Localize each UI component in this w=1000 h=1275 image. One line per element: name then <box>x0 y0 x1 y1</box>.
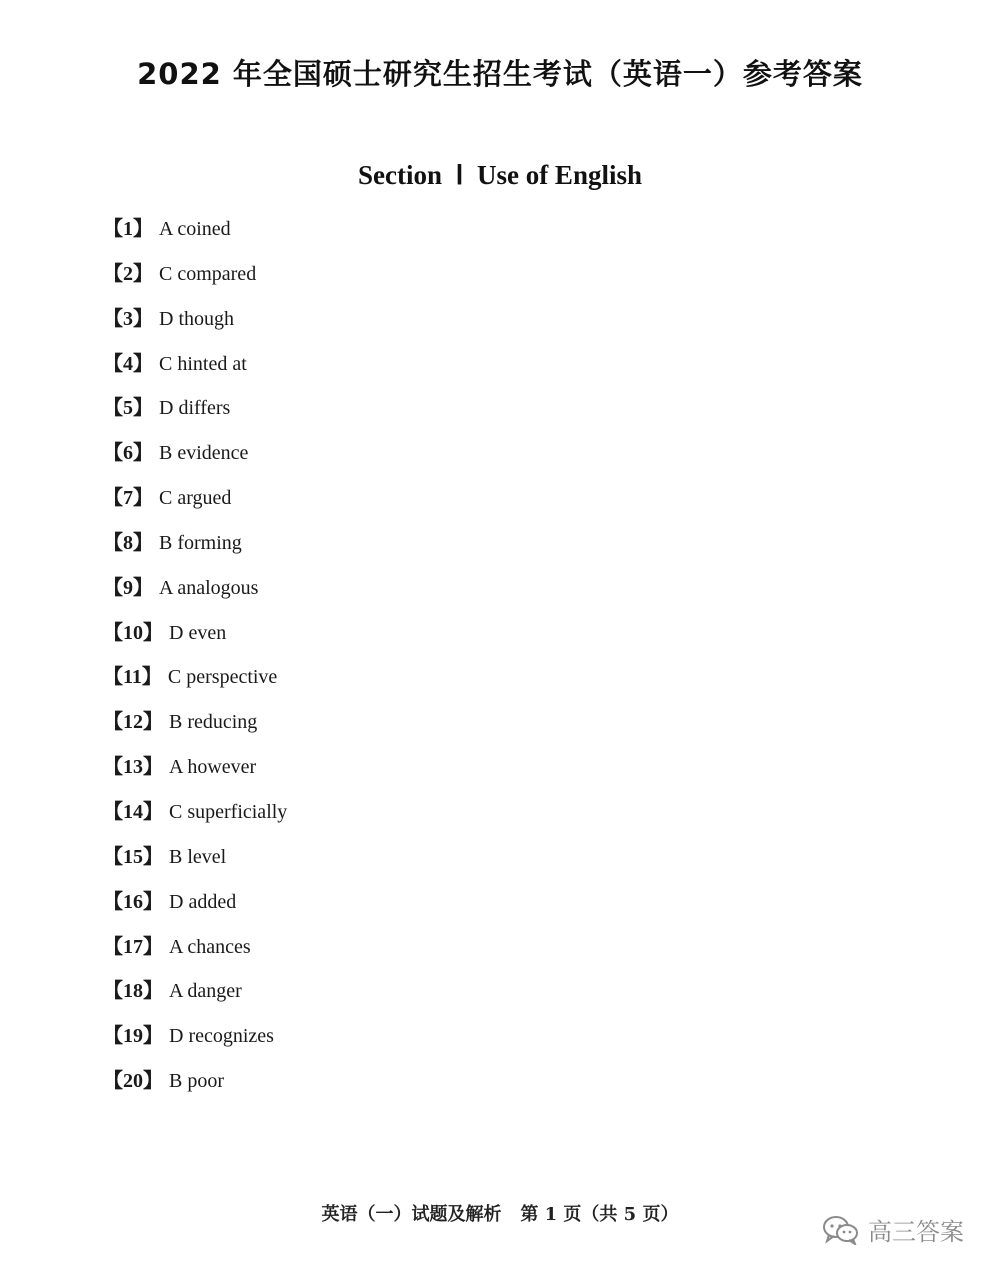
answer-number: 【11】 <box>103 666 162 689</box>
answer-text: C hinted at <box>159 352 247 375</box>
answer-text: B reducing <box>169 711 258 734</box>
answer-number: 【1】 <box>103 218 153 240</box>
answer-text: C perspective <box>167 666 278 689</box>
answer-number: 【13】 <box>103 756 163 779</box>
answer-text: D though <box>159 307 234 330</box>
answer-text: C superficially <box>169 800 288 823</box>
answer-text: A however <box>169 756 257 779</box>
answer-item <box>103 705 287 750</box>
answer-number: 【10】 <box>103 621 163 644</box>
answer-number: 【5】 <box>103 397 153 420</box>
answer-item <box>103 795 287 840</box>
answer-number: 【20】 <box>103 1070 163 1093</box>
wechat-icon <box>822 1215 860 1245</box>
answer-number: 【6】 <box>103 442 153 465</box>
answer-item <box>103 571 287 616</box>
answer-text: B evidence <box>159 442 249 465</box>
answer-item <box>103 974 287 1019</box>
answer-text: C compared <box>159 262 257 285</box>
answer-item <box>103 481 287 526</box>
answer-item <box>103 885 287 930</box>
answer-item <box>103 391 287 436</box>
answer-number: 【12】 <box>103 711 163 734</box>
answer-number: 【17】 <box>103 935 163 958</box>
answer-text: D differs <box>159 397 231 420</box>
answer-item <box>103 750 287 795</box>
answer-number: 【15】 <box>103 845 163 868</box>
answer-item <box>103 660 287 705</box>
answer-text: A analogous <box>159 576 259 599</box>
answer-text: B level <box>169 845 227 868</box>
document-title: 2022 年全国硕士研究生招生考试（英语一）参考答案 <box>137 57 863 91</box>
answer-item <box>103 257 287 302</box>
answer-number: 【8】 <box>103 531 153 554</box>
answer-text: A coined <box>159 218 231 240</box>
answer-item <box>103 526 287 571</box>
answer-item <box>103 436 287 481</box>
answer-item <box>103 840 287 885</box>
answer-text: C argued <box>159 487 232 510</box>
answer-item <box>103 212 287 257</box>
section-heading: Section Ⅰ Use of English <box>358 160 642 190</box>
answer-text: D recognizes <box>169 1025 274 1048</box>
answer-number: 【3】 <box>103 307 153 330</box>
answer-number: 【18】 <box>103 980 163 1003</box>
watermark-text: 高三答案 <box>868 1218 964 1246</box>
answer-number: 【2】 <box>103 262 153 285</box>
answer-number: 【16】 <box>103 890 163 913</box>
answer-number: 【14】 <box>103 800 163 823</box>
answer-number: 【7】 <box>103 487 153 510</box>
answer-number: 【9】 <box>103 576 153 599</box>
answer-item <box>103 1064 287 1109</box>
watermark <box>822 1212 964 1247</box>
answer-text: A danger <box>169 980 242 1003</box>
answer-text: A chances <box>169 935 251 958</box>
answer-number: 【19】 <box>103 1025 163 1048</box>
answer-item <box>103 347 287 392</box>
answer-text: D even <box>169 621 227 644</box>
page-footer: 英语（一）试题及解析 第 1 页（共 5 页） <box>321 1204 679 1225</box>
answer-item <box>103 930 287 975</box>
answer-list <box>103 212 287 1109</box>
answer-item <box>103 616 287 661</box>
answer-text: D added <box>169 890 237 913</box>
answer-text: B poor <box>169 1070 224 1093</box>
answer-item <box>103 302 287 347</box>
answer-item <box>103 1019 287 1064</box>
answer-text: B forming <box>159 531 242 554</box>
answer-number: 【4】 <box>103 352 153 375</box>
